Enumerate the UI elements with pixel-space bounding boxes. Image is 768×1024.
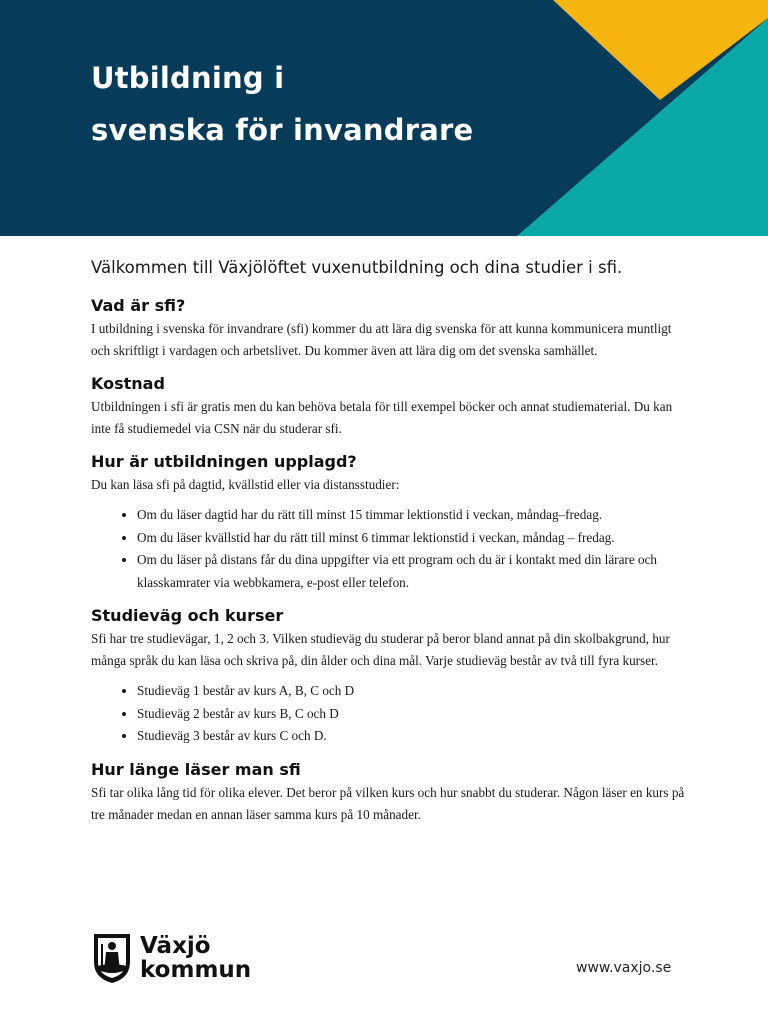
- document-body: [91, 252, 691, 836]
- section-heading: Hur är utbildningen upplagd?: [91, 452, 357, 471]
- crest-icon: [92, 932, 132, 984]
- vaxjo-kommun-logo: [92, 932, 251, 984]
- logo-line-2: kommun: [140, 957, 252, 983]
- title-line-2: svenska för invandrare: [91, 113, 474, 147]
- list-item: • Studieväg 2 består av kurs B, C och D: [137, 703, 691, 726]
- logo-wordmark: [140, 934, 251, 982]
- title-line-1: Utbildning i: [91, 61, 285, 95]
- intro-text: Välkommen till Växjölöftet vuxenutbildning och dina studier i sfi.: [91, 258, 623, 277]
- section-heading: Studieväg och kurser: [91, 606, 284, 625]
- section-text: Sfi har tre studievägar, 1, 2 och 3. Vilken studieväg du studerar på beror bland annat på din skolbakgrund, hur många språk du kan läsa och skriva på, din ålder och dina mål. Varje studieväg består av två till fyra kurser.: [91, 631, 670, 668]
- section-studievag: [91, 604, 691, 748]
- bullet-list: [91, 504, 691, 594]
- section-text: I utbildning i svenska för invandrare (sfi) kommer du att lära dig svenska för att kunna kommunicera muntligt och skriftligt i vardagen och arbetslivet. Du kommer även att lära dig om det svenska samhället.: [91, 321, 672, 358]
- list-item: • Om du läser dagtid har du rätt till minst 15 timmar lektionstid i veckan, måndag–fredag.: [137, 504, 691, 527]
- bullet-list: [91, 680, 691, 748]
- section-text: Sfi tar olika lång tid för olika elever. Det beror på vilken kurs och hur snabbt du studerar. Någon läser en kurs på tre månader medan en annan läser samma kurs på 10 månader.: [91, 784, 685, 822]
- list-item: • Studieväg 3 består av kurs C och D.: [137, 725, 691, 748]
- section-text: Utbildningen i sfi är gratis men du kan behöva betala för till exempel böcker och annat studiematerial. Du kan inte få studiemedel via CSN när du studerar sfi.: [91, 399, 673, 436]
- section-heading: Vad är sfi?: [91, 296, 186, 315]
- logo-line-1: Växjö: [140, 933, 211, 959]
- section-heading: Kostnad: [91, 374, 165, 393]
- section-kostnad: [91, 372, 691, 440]
- header-banner: [0, 0, 768, 236]
- website-url: www.vaxjo.se: [576, 960, 672, 976]
- list-item: • Studieväg 1 består av kurs A, B, C och D: [137, 680, 691, 703]
- section-heading: Hur länge läser man sfi: [91, 759, 301, 779]
- page-title: [91, 52, 473, 156]
- section-hur-lange: [91, 758, 691, 826]
- section-upplagd: [91, 450, 691, 594]
- section-vad-ar-sfi: [91, 294, 691, 362]
- section-text: Du kan läsa sfi på dagtid, kvällstid eller via distansstudier:: [91, 477, 400, 492]
- list-item: • Om du läser kvällstid har du rätt till minst 6 timmar lektionstid i veckan, måndag – fredag.: [137, 527, 691, 550]
- list-item: • Om du läser på distans får du dina uppgifter via ett program och du är i kontakt med din lärare och klasskamrater via webbkamera, e-post eller telefon.: [137, 549, 691, 594]
